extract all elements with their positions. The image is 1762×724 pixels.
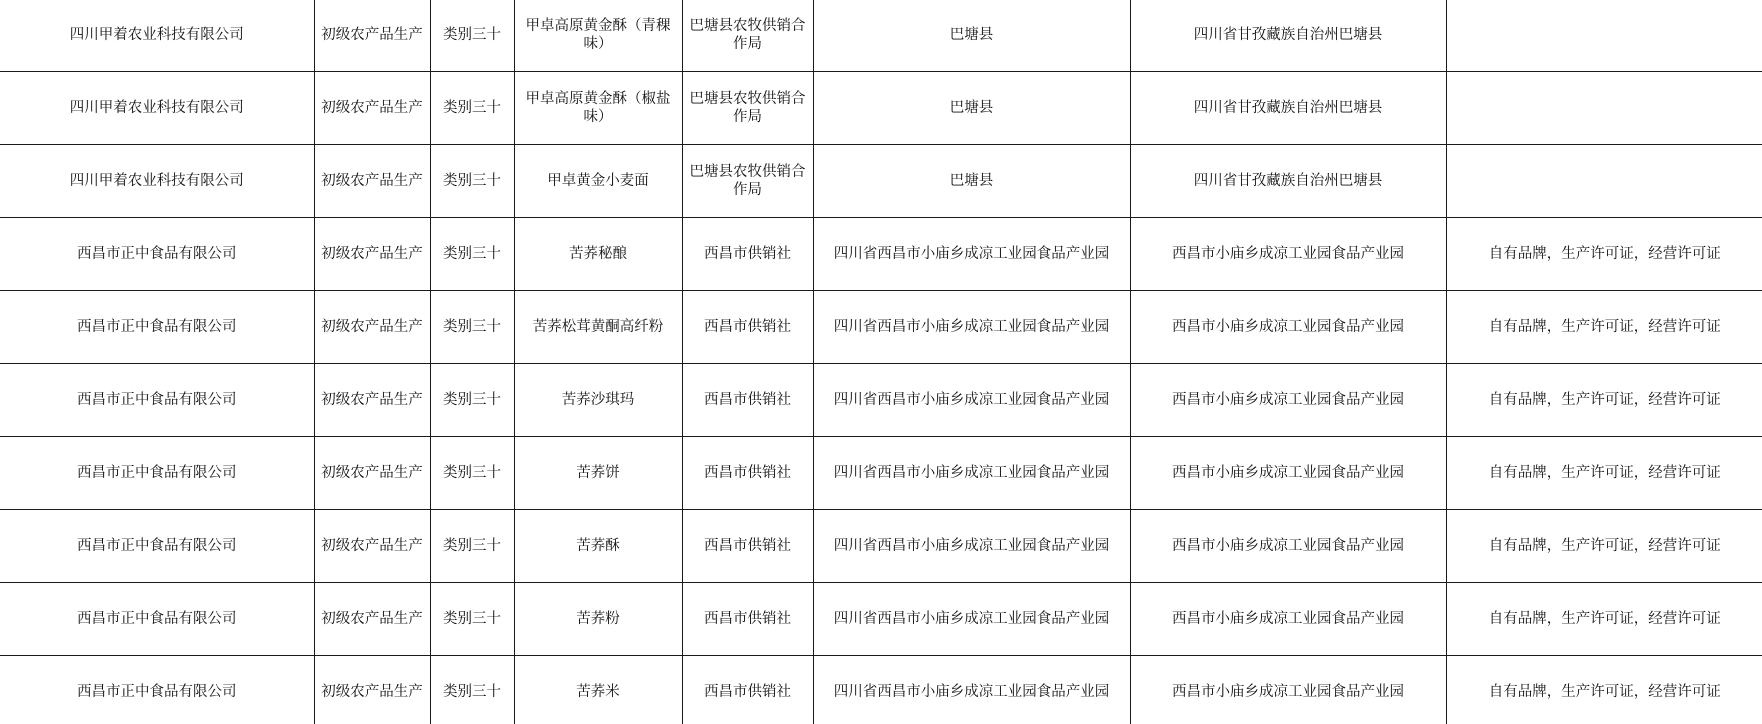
origin-cell: 四川省西昌市小庙乡成凉工业园食品产业园: [813, 364, 1130, 437]
address-cell: 四川省甘孜藏族自治州巴塘县: [1130, 72, 1446, 145]
remark-cell: [1446, 0, 1762, 72]
table-row: [0, 145, 1762, 218]
category-cell: 类别三十: [430, 656, 514, 724]
address-cell: 西昌市小庙乡成凉工业园食品产业园: [1130, 218, 1446, 291]
company-cell: 西昌市正中食品有限公司: [0, 510, 314, 583]
industry-cell: 初级农产品生产: [314, 656, 430, 724]
company-cell: 四川甲着农业科技有限公司: [0, 145, 314, 218]
company-cell: 西昌市正中食品有限公司: [0, 656, 314, 724]
category-cell: 类别三十: [430, 0, 514, 72]
company-cell: 四川甲着农业科技有限公司: [0, 72, 314, 145]
company-cell: 西昌市正中食品有限公司: [0, 291, 314, 364]
remark-cell: [1446, 72, 1762, 145]
category-cell: 类别三十: [430, 291, 514, 364]
address-cell: 西昌市小庙乡成凉工业园食品产业园: [1130, 364, 1446, 437]
product-cell: 苦荞沙琪玛: [514, 364, 682, 437]
product-cell: 甲卓高原黄金酥（青稞味）: [514, 0, 682, 72]
category-cell: 类别三十: [430, 145, 514, 218]
origin-cell: 四川省西昌市小庙乡成凉工业园食品产业园: [813, 218, 1130, 291]
origin-cell: 四川省西昌市小庙乡成凉工业园食品产业园: [813, 656, 1130, 724]
address-cell: 西昌市小庙乡成凉工业园食品产业园: [1130, 583, 1446, 656]
table-row: [0, 218, 1762, 291]
product-cell: 甲卓黄金小麦面: [514, 145, 682, 218]
product-cell: 甲卓高原黄金酥（椒盐味）: [514, 72, 682, 145]
company-cell: 西昌市正中食品有限公司: [0, 583, 314, 656]
company-cell: 西昌市正中食品有限公司: [0, 437, 314, 510]
industry-cell: 初级农产品生产: [314, 510, 430, 583]
company-cell: 西昌市正中食品有限公司: [0, 364, 314, 437]
table-row: [0, 0, 1762, 72]
supervisor-cell: 巴塘县农牧供销合作局: [682, 0, 813, 72]
origin-cell: 巴塘县: [813, 0, 1130, 72]
origin-cell: 四川省西昌市小庙乡成凉工业园食品产业园: [813, 583, 1130, 656]
supervisor-cell: 西昌市供销社: [682, 218, 813, 291]
supervisor-cell: 西昌市供销社: [682, 291, 813, 364]
remark-cell: 自有品牌，生产许可证，经营许可证: [1446, 364, 1762, 437]
supervisor-cell: 巴塘县农牧供销合作局: [682, 72, 813, 145]
category-cell: 类别三十: [430, 364, 514, 437]
industry-cell: 初级农产品生产: [314, 0, 430, 72]
address-cell: 西昌市小庙乡成凉工业园食品产业园: [1130, 437, 1446, 510]
table-row: [0, 583, 1762, 656]
address-cell: 西昌市小庙乡成凉工业园食品产业园: [1130, 291, 1446, 364]
industry-cell: 初级农产品生产: [314, 72, 430, 145]
category-cell: 类别三十: [430, 72, 514, 145]
category-cell: 类别三十: [430, 510, 514, 583]
origin-cell: 巴塘县: [813, 72, 1130, 145]
industry-cell: 初级农产品生产: [314, 291, 430, 364]
industry-cell: 初级农产品生产: [314, 364, 430, 437]
product-cell: 苦荞秘酿: [514, 218, 682, 291]
product-cell: 苦荞米: [514, 656, 682, 724]
remark-cell: 自有品牌，生产许可证，经营许可证: [1446, 656, 1762, 724]
industry-cell: 初级农产品生产: [314, 145, 430, 218]
origin-cell: 四川省西昌市小庙乡成凉工业园食品产业园: [813, 437, 1130, 510]
company-cell: 四川甲着农业科技有限公司: [0, 0, 314, 72]
origin-cell: 巴塘县: [813, 145, 1130, 218]
remark-cell: 自有品牌，生产许可证，经营许可证: [1446, 218, 1762, 291]
origin-cell: 四川省西昌市小庙乡成凉工业园食品产业园: [813, 510, 1130, 583]
product-cell: 苦荞松茸黄酮高纤粉: [514, 291, 682, 364]
category-cell: 类别三十: [430, 437, 514, 510]
remark-cell: [1446, 145, 1762, 218]
industry-cell: 初级农产品生产: [314, 218, 430, 291]
product-cell: 苦荞粉: [514, 583, 682, 656]
table-row: [0, 437, 1762, 510]
address-cell: 四川省甘孜藏族自治州巴塘县: [1130, 0, 1446, 72]
company-cell: 西昌市正中食品有限公司: [0, 218, 314, 291]
industry-cell: 初级农产品生产: [314, 583, 430, 656]
category-cell: 类别三十: [430, 583, 514, 656]
industry-cell: 初级农产品生产: [314, 437, 430, 510]
origin-cell: 四川省西昌市小庙乡成凉工业园食品产业园: [813, 291, 1130, 364]
supervisor-cell: 西昌市供销社: [682, 583, 813, 656]
address-cell: 西昌市小庙乡成凉工业园食品产业园: [1130, 510, 1446, 583]
category-cell: 类别三十: [430, 218, 514, 291]
remark-cell: 自有品牌，生产许可证，经营许可证: [1446, 510, 1762, 583]
remark-cell: 自有品牌，生产许可证，经营许可证: [1446, 291, 1762, 364]
supervisor-cell: 巴塘县农牧供销合作局: [682, 145, 813, 218]
table-row: [0, 656, 1762, 724]
table-row: [0, 291, 1762, 364]
address-cell: 四川省甘孜藏族自治州巴塘县: [1130, 145, 1446, 218]
table-row: [0, 72, 1762, 145]
supervisor-cell: 西昌市供销社: [682, 437, 813, 510]
table-row: [0, 364, 1762, 437]
remark-cell: 自有品牌，生产许可证，经营许可证: [1446, 437, 1762, 510]
remark-cell: 自有品牌，生产许可证，经营许可证: [1446, 583, 1762, 656]
product-cell: 苦荞饼: [514, 437, 682, 510]
supervisor-cell: 西昌市供销社: [682, 656, 813, 724]
address-cell: 西昌市小庙乡成凉工业园食品产业园: [1130, 656, 1446, 724]
table-row: [0, 510, 1762, 583]
supervisor-cell: 西昌市供销社: [682, 510, 813, 583]
product-cell: 苦荞酥: [514, 510, 682, 583]
supervisor-cell: 西昌市供销社: [682, 364, 813, 437]
